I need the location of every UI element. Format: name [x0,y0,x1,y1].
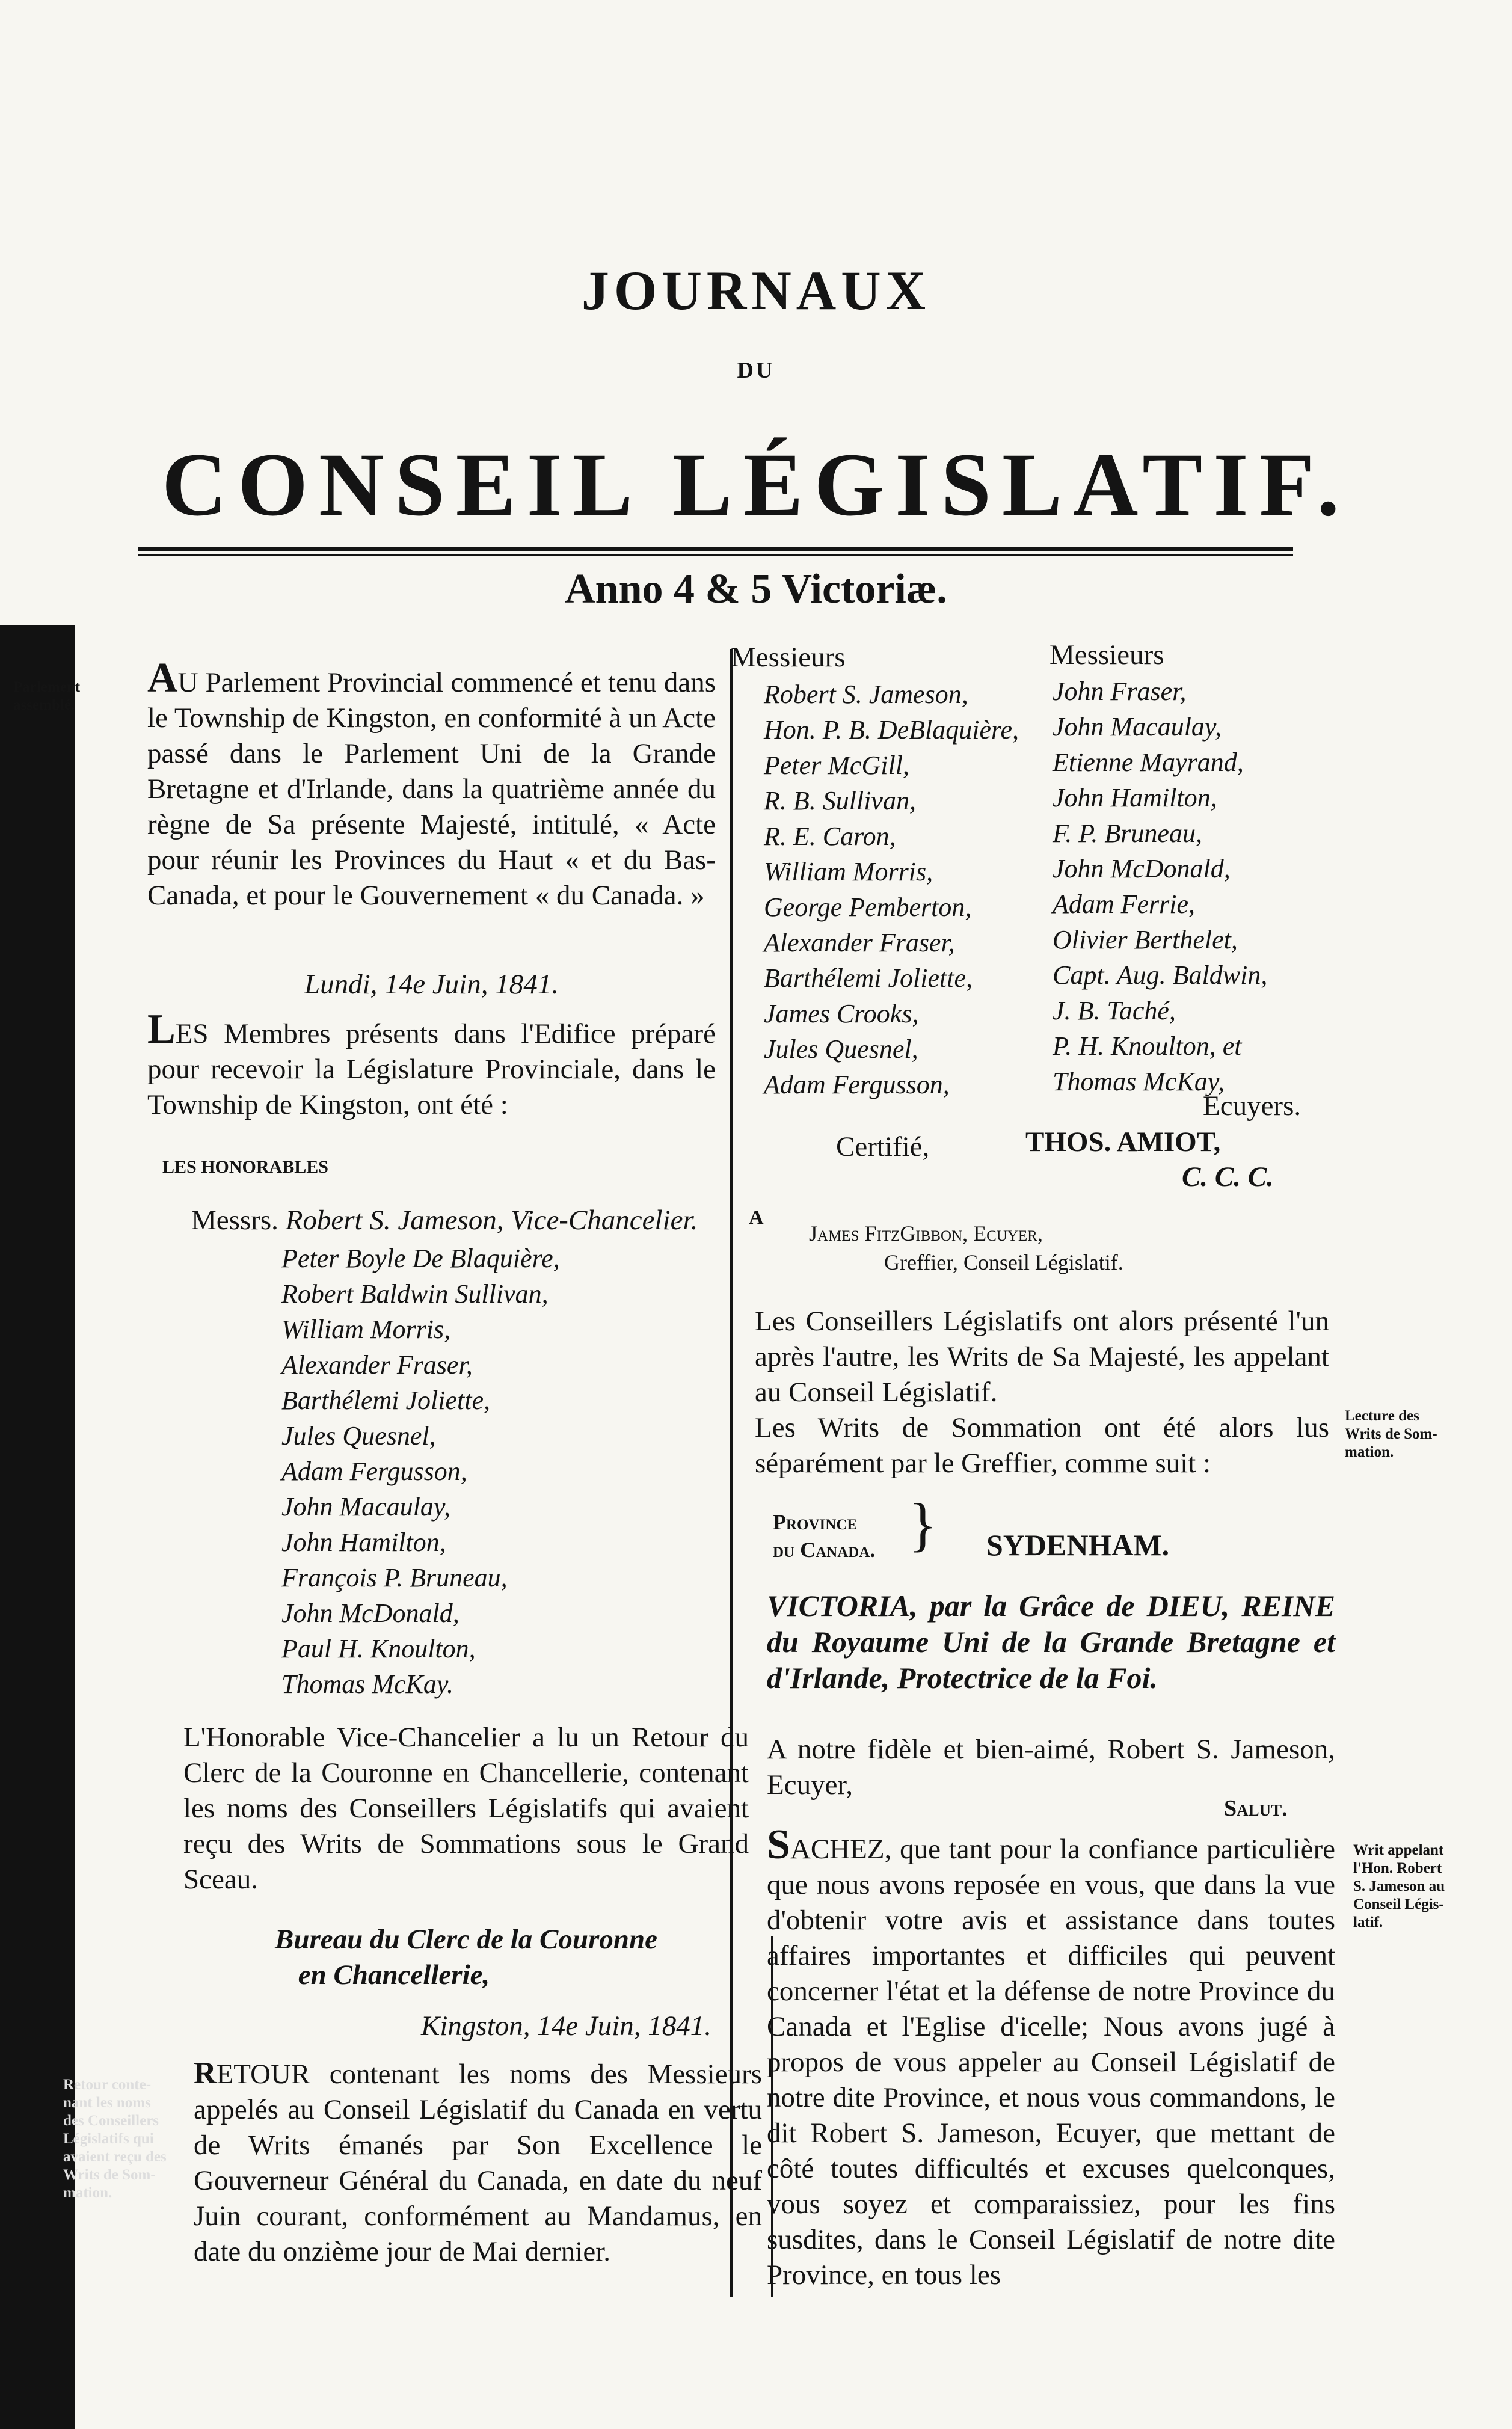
ecuyers-label: Ecuyers. [1203,1090,1301,1122]
member-name: John McDonald, [281,1598,459,1628]
conseillers-paragraph: Les Conseillers Législatifs ont alors présenté l'un après l'autre, les Writs de Sa Majesté, les appelant au Conseil Législatif. [755,1306,1329,1408]
members-paragraph: LES Membres présents dans l'Edifice préparé pour recevoir la Législature Provinciale, dans le Township de Kingston, ont été : [147,1006,716,1120]
member-vice-chancelier: Robert S. Jameson, Vice-Chancelier. [285,1205,698,1236]
member-name: John Hamilton, [281,1528,446,1557]
appointee-name: Thomas McKay, [1053,1067,1225,1096]
clerk-signature: THOS. AMIOT, [1025,1126,1221,1158]
member-name: Jules Quesnel, [281,1421,436,1451]
council-title: CONSEIL LÉGISLATIF. [161,435,1351,535]
ccc-label: C. C. C. [1182,1161,1274,1193]
member-name: Thomas McKay. [281,1669,453,1699]
appointee-name: Hon. P. B. DeBlaquière, [764,715,1019,745]
journal-title: JOURNAUX [581,260,931,321]
member-name: Alexander Fraser, [281,1350,473,1380]
member-name: Peter Boyle De Blaquière, [281,1244,560,1273]
intro-paragraph: AU Parlement Provincial commencé et tenu dans le Township de Kingston, en conformité à un Acte passé dans le Parlement Uni de la Grande Bretagne et d'Irlande, dans la quatrième année du règne de Sa présente Majesté, intitulé, « Acte pour réunir les Provinces du Haut « et du Bas-Canada, et pour le Gouvernement « du Canada. » [147,655,716,911]
addressee-paragraph: A notre fidèle et bien-aimé, Robert S. Jameson, Ecuyer, [767,1734,1335,1801]
appointee-name: Adam Ferrie, [1053,889,1196,919]
fitzgibbon-line: James FitzGibbon, Ecuyer, [809,1221,1043,1245]
dropcap-r: R [194,2056,217,2090]
appointee-name: R. B. Sullivan, [764,786,916,815]
appointee-name: William Morris, [764,857,933,886]
dropcap-l: L [147,1006,176,1052]
appointee-name: P. H. Knoulton, et [1053,1031,1242,1061]
greffier-line: Greffier, Conseil Législatif. [884,1250,1123,1274]
margin-note-parlement: Parlement assemblé. [13,679,81,713]
brace-icon: } [908,1491,937,1558]
column-divider [730,649,733,2297]
retour-paragraph: RETOUR contenant les noms des Messieurs appelés au Conseil Législatif du Canada en vertu de Writs émanés par Son Excellence le Gouverneur Général du Canada, en date du neuf Juin courant, conformément au Mandamus, en date du onzième jour de Mai dernier. [194,2056,762,2267]
appointee-name: Peter McGill, [764,751,909,780]
margin-note-writ: Writ appelant l'Hon. Robert S. Jameson au Conseil Légis- latif. [1353,1842,1445,1930]
appointee-name: F. P. Bruneau, [1053,818,1202,848]
appointee-name: George Pemberton, [764,892,972,922]
certifie-label: Certifié, [836,1131,930,1162]
appointee-name: John Hamilton, [1053,783,1217,812]
member-name: Robert Baldwin Sullivan, [281,1279,549,1309]
sachez-paragraph: SACHEZ, que tant pour la confiance particulière que nous avons reposée en vous, que dans la vue d'obtenir votre avis et assistance dans toutes affaires importantes et difficiles qui peuvent concerner l'état et la défense de notre Province du Canada et l'Eglise d'icelle; Nous avons jugé à propos de vous appeler au Conseil Législatif de notre dite Province, et nous vous commandons, le dit Robert S. Jameson, Ecuyer, que mettant de côté toutes difficultés et excuses quelconques, vous soyez et comparaissiez, pour les fins susdites, dans le Conseil Législatif de notre dite Province, en tous les [767,1822,1335,2291]
appointee-name: Robert S. Jameson, [764,680,968,709]
appointee-name: John Fraser, [1053,677,1187,706]
member-name: Adam Fergusson, [281,1457,467,1486]
sydenham-signature: SYDENHAM. [986,1528,1170,1562]
member-name: Barthélemi Joliette, [281,1386,490,1415]
member-name: William Morris, [281,1315,451,1344]
appointee-name: Olivier Berthelet, [1053,925,1238,954]
appointee-name: J. B. Taché, [1053,996,1176,1025]
session-date: Lundi, 14e Juin, 1841. [304,969,559,1000]
appointee-name: John Macaulay, [1053,712,1222,742]
member-name: Paul H. Knoulton, [281,1634,476,1663]
appointee-name: Etienne Mayrand, [1053,748,1244,777]
address-a: A [749,1206,764,1229]
appointees-list-left [764,677,1019,1102]
salut-label: Salut. [1224,1796,1288,1821]
member-name: François P. Bruneau, [281,1563,508,1592]
member-name: John Macaulay, [281,1492,451,1522]
anno-heading: Anno 4 & 5 Victoriæ. [565,566,947,612]
honorables-heading: LES HONORABLES [162,1157,328,1177]
appointees-list-right [1053,674,1267,1099]
province-label: Province du Canada. [773,1510,876,1562]
members-list [281,1241,560,1702]
appointee-name: Adam Fergusson, [764,1070,950,1099]
messieurs-header-left: Messieurs [731,642,846,673]
messieurs-header-right: Messieurs [1049,639,1164,671]
vice-chancelier-paragraph: L'Honorable Vice-Chancelier a lu un Retour du Clerc de la Couronne en Chancellerie, contenant les noms des Conseillers Législatifs qui avaient reçu des Writs de Sommations sous le Grand Sceau. [183,1722,749,1895]
dropcap-s: S [767,1822,790,1868]
appointee-name: John McDonald, [1053,854,1231,883]
appointee-name: Barthélemi Joliette, [764,963,973,993]
bureau-line-1: Bureau du Clerc de la Couronne [275,1924,657,1955]
appointee-name: Jules Quesnel, [764,1034,918,1064]
margin-note-lecture: Lecture des Writs de Som- mation. [1345,1408,1437,1460]
margin-note-retour: Retour conte- nant les noms des Conseillers Législatifs qui avaient reçu des Writs de Som- mation. [63,2077,167,2201]
appointee-name: Capt. Aug. Baldwin, [1053,960,1268,990]
title-du: DU [737,358,775,383]
appointee-name: James Crooks, [764,999,919,1028]
title-rule-thick [138,547,1293,551]
appointee-name: Alexander Fraser, [764,928,955,957]
title-rule-thin [138,554,1293,556]
victoria-paragraph: VICTORIA, par la Grâce de DIEU, REINE du Royaume Uni de la Grande Bretagne et d'Irlande, Protectrice de la Foi. [767,1589,1335,1695]
writs-paragraph: Les Writs de Sommation ont été alors lus séparément par le Greffier, comme suit : [755,1412,1329,1479]
bureau-line-2: en Chancellerie, [298,1959,490,1991]
appointee-name: R. E. Caron, [764,821,896,851]
dropcap-a: A [147,655,178,701]
bureau-date: Kingston, 14e Juin, 1841. [421,2010,712,2042]
first-member-line: Messrs. Robert S. Jameson, Vice-Chancelier. [191,1205,698,1236]
